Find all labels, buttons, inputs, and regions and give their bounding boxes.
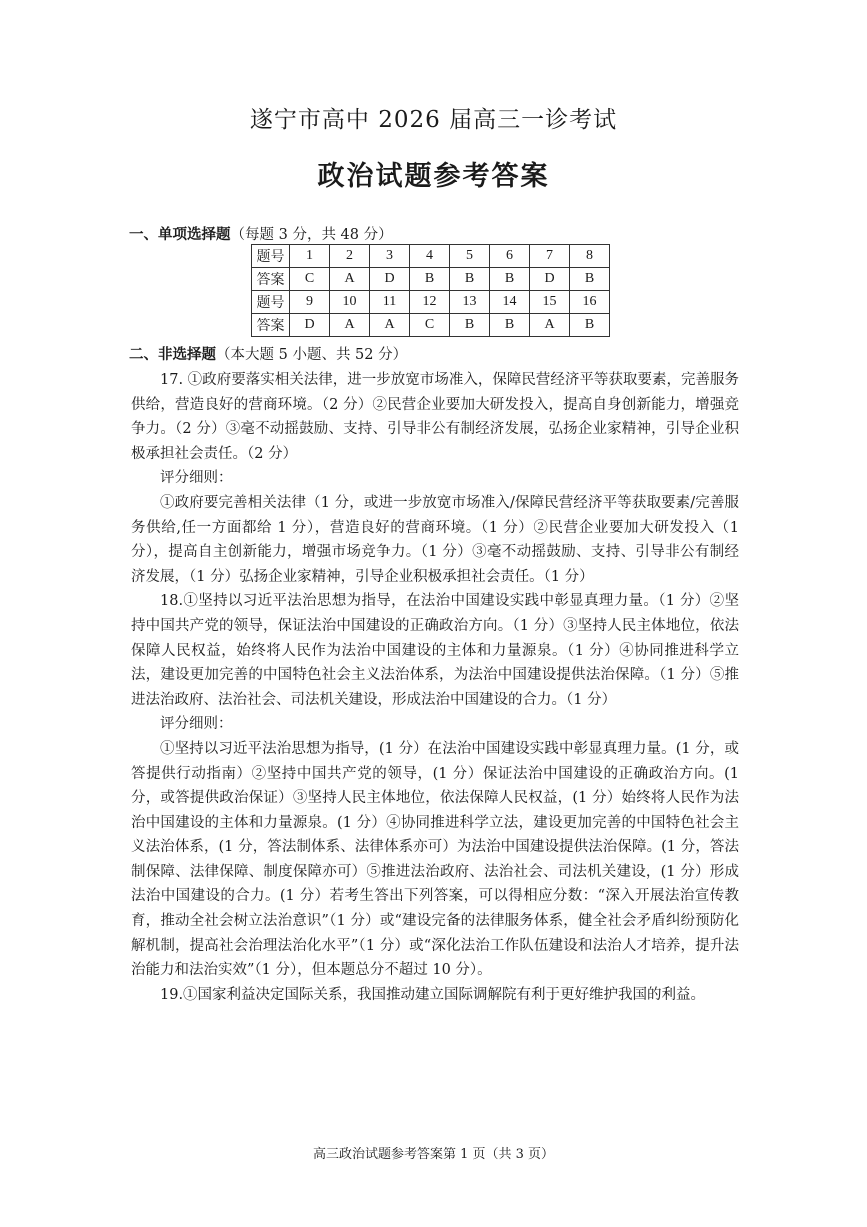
answer-table-row-label: 答案 [252, 314, 290, 337]
answer-table-cell: B [490, 268, 530, 291]
answer-table-cell: 14 [490, 291, 530, 314]
section2-heading-line [129, 343, 407, 364]
answer-table-cell: C [410, 314, 450, 337]
answer-table-cell: 12 [410, 291, 450, 314]
answer-table-cell: 1 [290, 245, 330, 268]
answer-table-row [252, 245, 610, 268]
page-footer: 高三政治试题参考答案第 1 页（共 3 页） [312, 1147, 555, 1162]
answer-table-cell: 11 [370, 291, 410, 314]
paragraph-q19: 19.①国家利益决定国际关系，我国推动建立国际调解院有利于更好维护我国的利益。 [160, 986, 706, 1003]
answer-table-cell: 8 [570, 245, 610, 268]
answer-table-cell: 16 [570, 291, 610, 314]
paper-title: 政治试题参考答案 [317, 161, 550, 192]
paragraph-q17-scoring: ①政府要完善相关法律（1 分，或进一步放宽市场准入/保障民营经济平等获取要素/完善服务供给,任一方面都给 1 分），营造良好的营商环境。（1 分）②民营企业要加大研发投入（1 分），提高自主创新能力，增强市场竞争力。（1 分）③毫不动摇鼓励、支持、引导非公有制经济发展，（1 分）弘扬企业家精神，引导企业积极承担社会责任。（1 分） [131, 494, 739, 585]
answer-table-cell: B [490, 314, 530, 337]
section1-heading-line [129, 223, 393, 244]
answer-table [251, 244, 610, 337]
answer-table-cell: A [330, 268, 370, 291]
scoring-label: 评分细则： [160, 470, 233, 487]
section2-note: （本大题 5 小题、共 52 分） [216, 347, 408, 363]
answer-table-cell: A [530, 314, 570, 337]
answer-table-row [252, 268, 610, 291]
answer-table-cell: B [570, 314, 610, 337]
answer-table-cell: 3 [370, 245, 410, 268]
section1-note: （每题 3 分，共 48 分） [230, 227, 393, 243]
answer-table-cell: 9 [290, 291, 330, 314]
section1-heading: 一、单项选择题 [129, 226, 231, 243]
answer-table-cell: B [410, 268, 450, 291]
answer-table-cell: D [290, 314, 330, 337]
exam-title: 遂宁市高中 2026 届高三一诊考试 [249, 107, 618, 133]
section2-heading: 二、非选择题 [129, 346, 216, 363]
paragraph-q18: 18.①坚持以习近平法治思想为指导，在法治中国建设实践中彰显真理力量。（1 分）②坚持中国共产党的领导，保证法治中国建设的正确政治方向。（1 分）③坚持人民主体地位，依法保障人民权益，始终将人民作为法治中国建设的主体和力量源泉。（1 分）④协同推进科学立法，建设更加完善的中国特色社会主义法治体系，为法治中国建设提供法治保障。（1 分）⑤推进法治政府、法治社会、司法机关建设，形成法治中国建设的合力。（1 分） [131, 593, 739, 708]
answer-table-cell: 13 [450, 291, 490, 314]
answer-table-cell: 15 [530, 291, 570, 314]
answer-table-cell: 6 [490, 245, 530, 268]
answer-table-cell: A [330, 314, 370, 337]
answer-table-cell: B [570, 268, 610, 291]
answer-table-cell: 7 [530, 245, 570, 268]
answer-table-cell: D [530, 268, 570, 291]
answer-table-cell: A [370, 314, 410, 337]
answer-table-cell: C [290, 268, 330, 291]
scoring-label: 评分细则： [160, 716, 233, 733]
answer-table-cell: 4 [410, 245, 450, 268]
answer-table-row [252, 291, 610, 314]
answer-table-row-label: 题号 [252, 245, 290, 268]
answer-table-row-label: 题号 [252, 291, 290, 314]
paragraph-q17: 17. ①政府要落实相关法律，进一步放宽市场准入，保障民营经济平等获取要素，完善服务供给，营造良好的营商环境。（2 分）②民营企业要加大研发投入，提高自身创新能力，增强竞争力。（2 分）③毫不动摇鼓励、支持、引导非公有制经济发展，弘扬企业家精神，引导企业积极承担社会责任。（2 分） [131, 372, 739, 462]
answer-table-cell: D [370, 268, 410, 291]
answer-table-cell: B [450, 314, 490, 337]
answer-table-row [252, 314, 610, 337]
answer-table-row-label: 答案 [252, 268, 290, 291]
paragraph-q18-scoring: ①坚持以习近平法治思想为指导，(1 分）在法治中国建设实践中彰显真理力量。(1 分，或答提供行动指南）②坚持中国共产党的领导，(1 分）保证法治中国建设的正确政治方向。(1 分，或答提供政治保证）③坚持人民主体地位，依法保障人民权益，(1 分）始终将人民作为法治中国建设的主体和力量源泉。(1 分）④协同推进科学立法，建设更加完善的中国特色社会主义法治体系，(1 分，答法制体系、法律体系亦可）为法治中国建设提供法治保障。(1 分，答法制保障、法律保障、制度保障亦可）⑤推进法治政府、法治社会、司法机关建设，(1 分）形成法治中国建设的合力。(1 分）若考生答出下列答案，可以得相应分数：“深入开展法治宣传教育，推动全社会树立法治意识”（1 分）或“建设完备的法律服务体系，健全社会矛盾纠纷预防化解机制，提高社会治理法治化水平”（1 分）或“深化法治工作队伍建设和法治人才培养，提升法治能力和法治实效”（1 分），但本题总分不超过 10 分）。 [131, 740, 739, 979]
section2-body [131, 368, 739, 1007]
answer-table-cell: B [450, 268, 490, 291]
answer-table-cell: 5 [450, 245, 490, 268]
answer-table-cell: 10 [330, 291, 370, 314]
answer-table-cell: 2 [330, 245, 370, 268]
